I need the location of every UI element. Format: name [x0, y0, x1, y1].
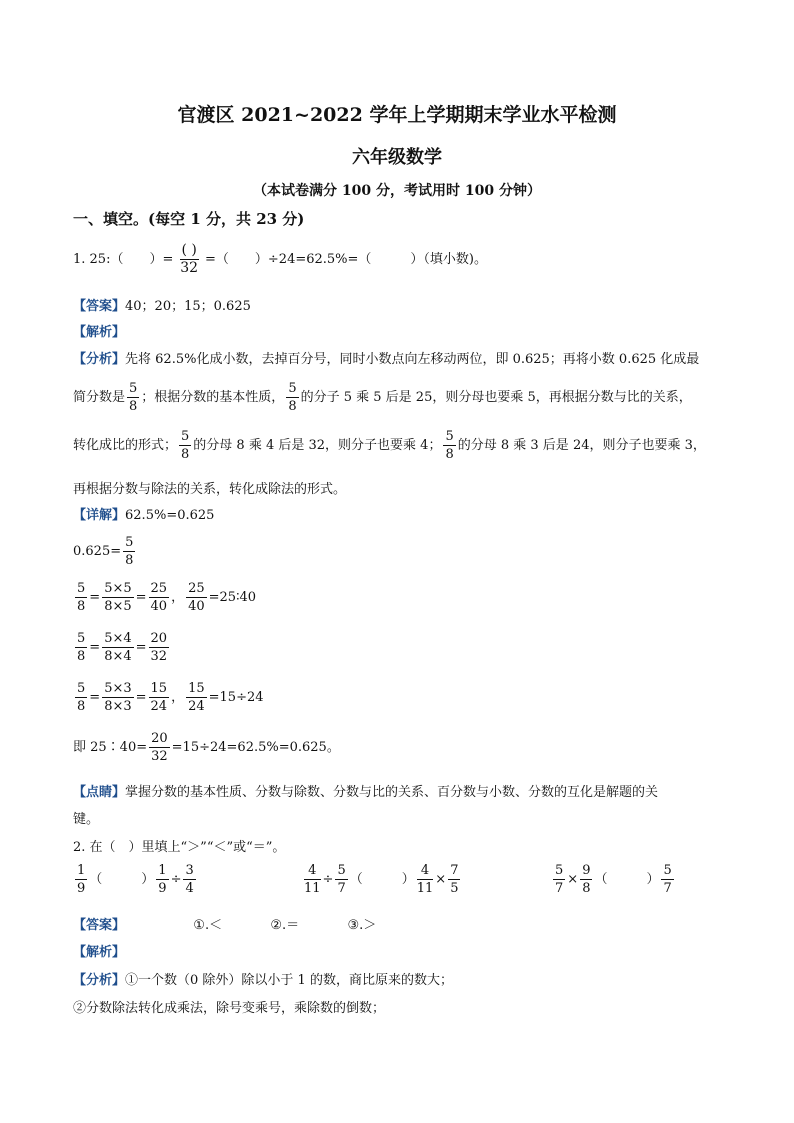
- answer-text: 40；20；15；0.625: [125, 299, 251, 314]
- q1-analysis-2: 简分数是 $\frac{5}{8}$ ；根据分数的基本性质， $\frac{5}{8}$ 的分子 5 乘 5 后是 25，则分母也要乘 5，再根据分数与比的关系，: [73, 381, 692, 414]
- q2-analysis-2: ②分数除法转化成乘法，除号变乘号，乘除数的倒数；: [73, 1001, 386, 1016]
- q1-detail-2: 0.625= $\frac{5}{8}$: [73, 535, 134, 568]
- q1-point-1: 【点睛】掌握分数的基本性质、分数与除数、分数与比的关系、百分数与小数、分数的互化是解题的关: [73, 785, 659, 800]
- section-heading: 一、填空。(每空 1 分，共 23 分): [73, 210, 305, 228]
- answer-tag: 【答案】: [73, 299, 126, 314]
- page-subtitle: 六年级数学: [352, 147, 442, 168]
- q2-item-3: $\frac{5}{7}$ × $\frac{9}{8}$ （ ） $\frac{5}{7}$: [555, 863, 672, 896]
- q1-analysis-3: 转化成比的形式； $\frac{5}{8}$ 的分母 8 乘 4 后是 32，则分子也要乘 4； $\frac{5}{8}$ 的分母 8 乘 3 后是 24，则分子也要乘 3，: [73, 429, 706, 462]
- q2-item-1: $\frac{1}{9}$ （ ） $\frac{1}{9}$ ÷ $\frac{3}{4}$: [77, 863, 194, 896]
- q1-analysis-4: 再根据分数与除法的关系，转化成除法的形式。: [73, 482, 347, 497]
- q1-suffix: =（ ）÷24=62.5%=（ ）（填小数)。: [205, 252, 487, 267]
- exam-note: （本试卷满分 100 分，考试用时 100 分钟）: [253, 183, 541, 199]
- q1-detail-6: 即 25∶40= $\frac{20}{32}$ =15÷24=62.5%=0.625。: [73, 731, 340, 764]
- q1-detail-4: $\frac{5}{8}$ = $\frac{5\times 4}{8\times 4}$ = $\frac{20}{32}$: [77, 631, 168, 664]
- q1-detail-3: $\frac{5}{8}$ = $\frac{5\times 5}{8\times 5}$ = $\frac{25}{40}$ ， $\frac{25}{40}$ =25∶40: [77, 581, 257, 614]
- q1-answer: [73, 295, 251, 314]
- q2-answer: 【答案】 ①.＜ ②.＝ ③.＞: [73, 918, 377, 933]
- q1-prefix: 1. 25:（ ）=: [73, 252, 174, 267]
- q2-item-2: $\frac{4}{11}$ ÷ $\frac{5}{7}$ （ ） $\frac{4}{11}$ × $\frac{7}{5}$: [304, 863, 459, 896]
- q2-jiexi-tag: 【解析】: [73, 945, 126, 960]
- q1-point-2: 键。: [73, 812, 100, 827]
- q1-analysis-1: 【分析】先将 62.5%化成小数，去掉百分号，同时小数点向左移动两位，即 0.625；再将小数 0.625 化成最: [73, 352, 700, 367]
- q1-fraction: $\frac{( )}{32}$: [180, 242, 199, 276]
- q1-detail-1: 【详解】62.5%=0.625: [73, 508, 215, 523]
- q1-detail-5: $\frac{5}{8}$ = $\frac{5\times 3}{8\times 3}$ = $\frac{15}{24}$ ， $\frac{15}{24}$ =15÷24: [77, 681, 264, 714]
- q2-analysis-1: 【分析】①一个数（0 除外）除以小于 1 的数，商比原来的数大；: [73, 973, 453, 988]
- question-2-stem: 2. 在（ ）里填上“＞”“＜”或“＝”。: [73, 840, 286, 855]
- question-1-stem: [73, 242, 487, 277]
- page-title: 官渡区 2021~2022 学年上学期期末学业水平检测: [177, 104, 617, 126]
- jiexi-tag: 【解析】: [73, 325, 126, 340]
